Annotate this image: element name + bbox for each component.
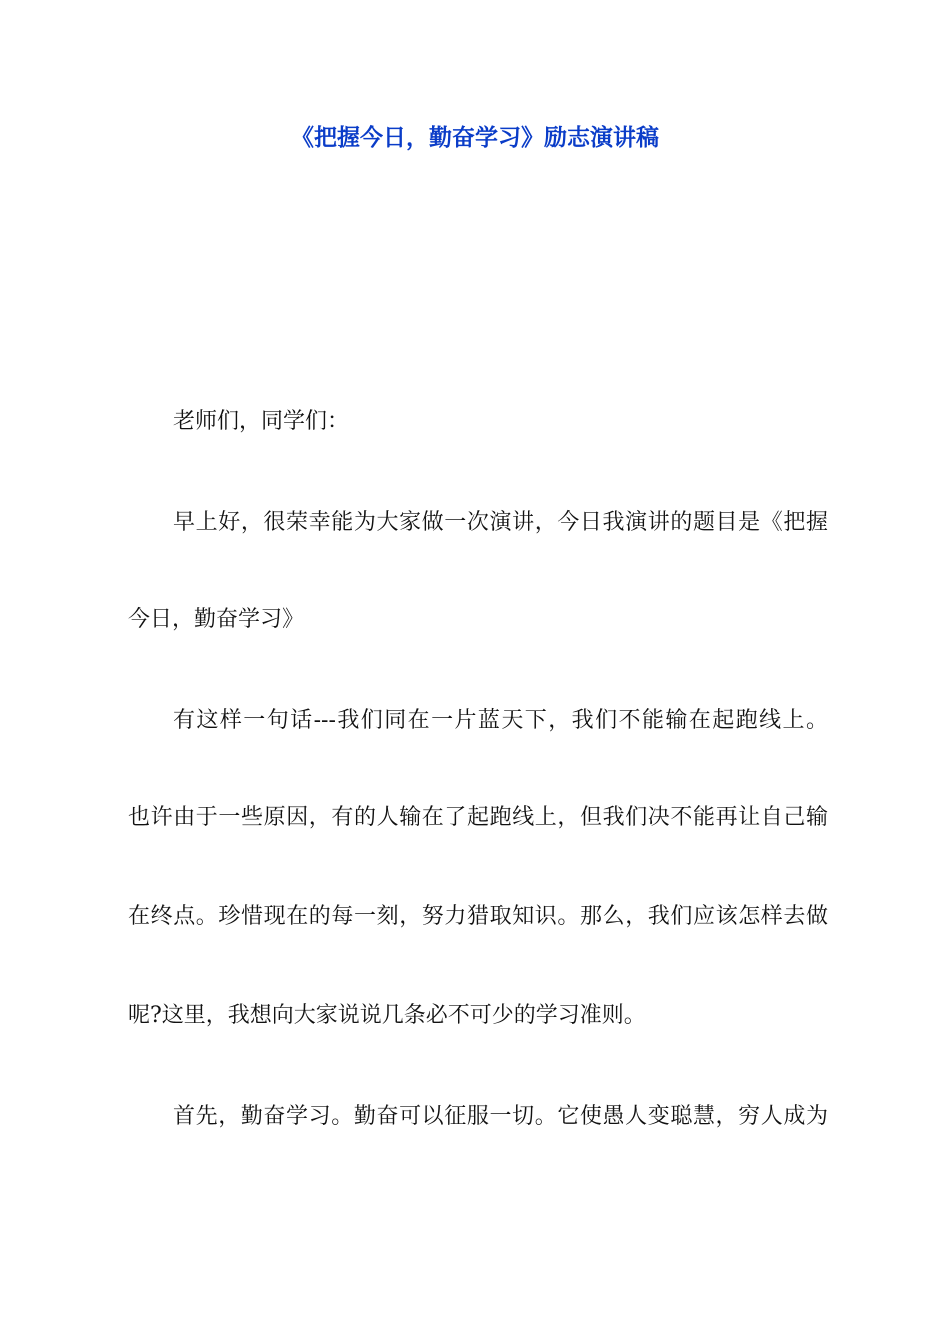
paragraph-line: 早上好，很荣幸能为大家做一次演讲，今日我演讲的题目是《把握 <box>173 510 828 535</box>
document-title: 《把握今日，勤奋学习》励志演讲稿 <box>291 125 659 151</box>
paragraph-line: 首先，勤奋学习。勤奋可以征服一切。它使愚人变聪慧，穷人成为 <box>173 1104 828 1129</box>
paragraph-line: 呢?这里，我想向大家说说几条必不可少的学习准则。 <box>128 1003 646 1028</box>
paragraph-line: 有这样一句话---我们同在一片蓝天下，我们不能输在起跑线上。 <box>173 708 828 733</box>
paragraph-line: 在终点。珍惜现在的每一刻，努力猎取知识。那么，我们应该怎样去做 <box>128 904 828 929</box>
paragraph-line: 也许由于一些原因，有的人输在了起跑线上，但我们决不能再让自己输 <box>128 805 828 830</box>
paragraph-line: 今日，勤奋学习》 <box>128 607 305 632</box>
salutation-line: 老师们，同学们： <box>173 409 350 434</box>
